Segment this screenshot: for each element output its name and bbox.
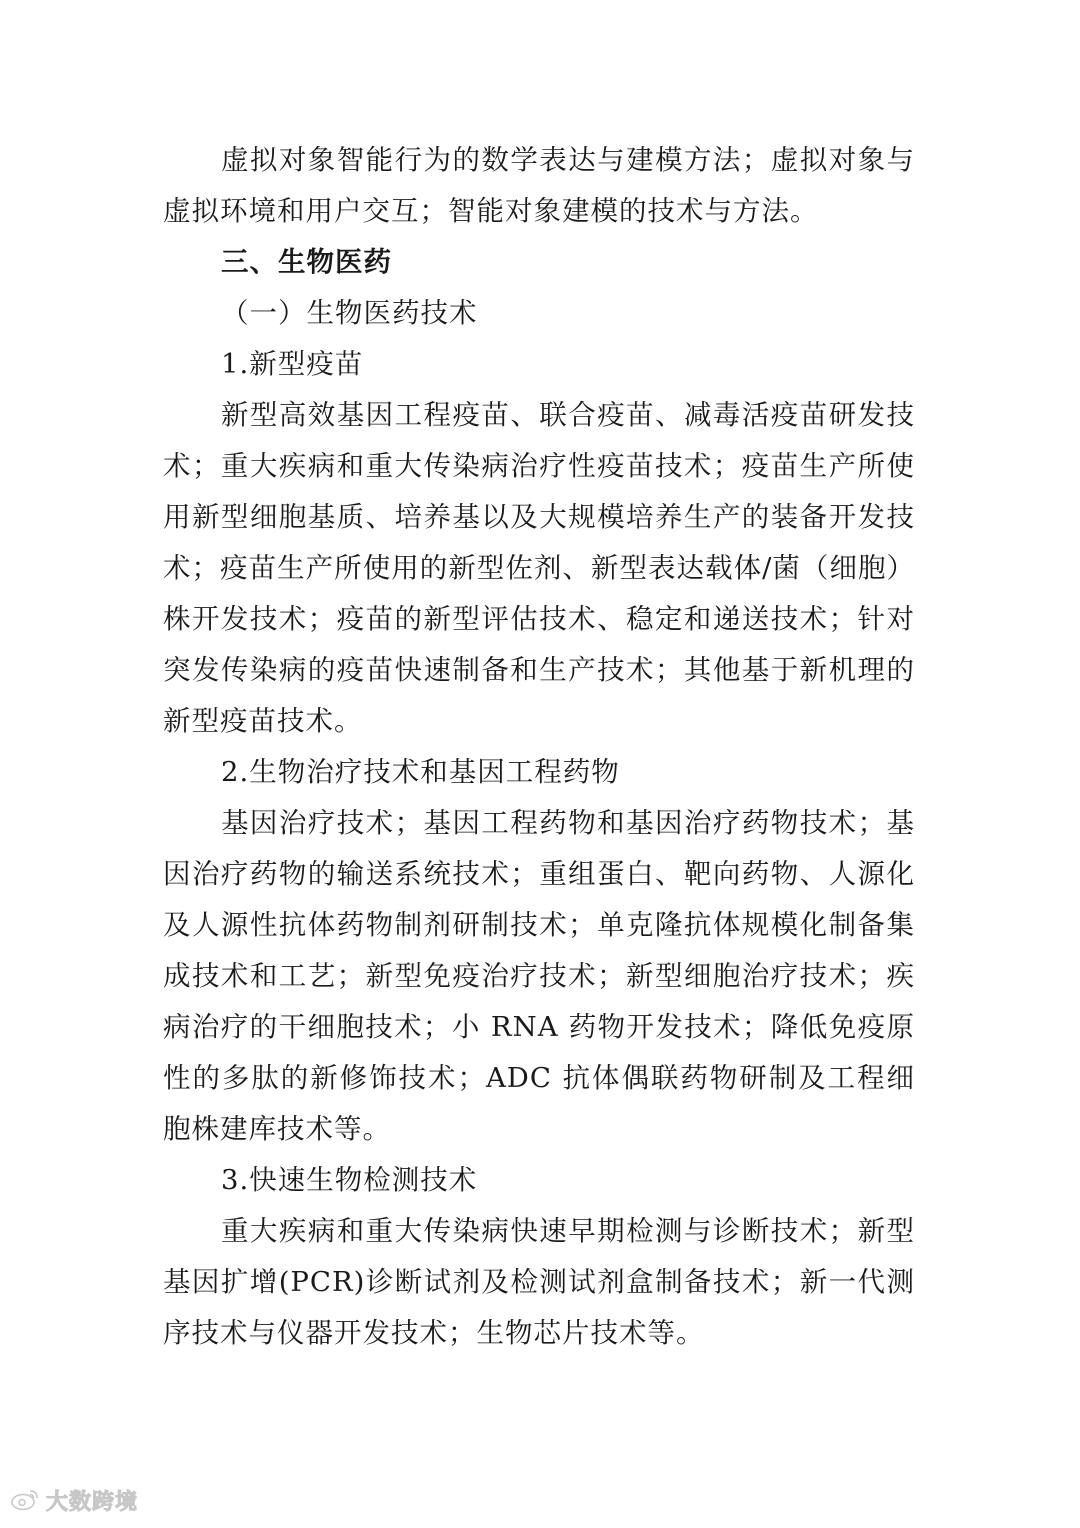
paragraph-biotherapy: 基因治疗技术；基因工程药物和基因治疗药物技术；基因治疗药物的输送系统技术；重组蛋白、靶向药物、人源化及人源性抗体药物制剂研制技术；单克隆抗体规模化制备集成技术和工艺；新型免疫治疗技术；新型细胞治疗技术；疾病治疗的干细胞技术；小 RNA 药物开发技术；降低免疫原性的多肽的新修饰技术；ADC 抗体偶联药物研制及工程细胞株建库技术等。: [163, 807, 915, 1145]
item-heading-rapid-detection: 3.快速生物检测技术: [221, 1164, 478, 1196]
section-heading-biomedicine: 三、生物医药: [221, 246, 392, 278]
paragraph-rapid-detection: 重大疾病和重大传染病快速早期检测与诊断技术；新型基因扩增(PCR)诊断试剂及检测试剂盒制备技术；新一代测序技术与仪器开发技术；生物芯片技术等。: [163, 1215, 915, 1349]
subsection-heading-biomedicine-tech: （一）生物医药技术: [221, 297, 478, 329]
item-heading-vaccines: 1.新型疫苗: [221, 348, 364, 380]
document-page: [163, 135, 915, 1359]
watermark: [10, 1485, 138, 1516]
watermark-text: 大数跨境: [46, 1490, 139, 1515]
item-heading-biotherapy: 2.生物治疗技术和基因工程药物: [221, 756, 620, 788]
weibo-logo-icon: [10, 1487, 40, 1515]
paragraph-vaccines: 新型高效基因工程疫苗、联合疫苗、减毒活疫苗研发技术；重大疾病和重大传染病治疗性疫苗技术；疫苗生产所使用新型细胞基质、培养基以及大规模培养生产的装备开发技术；疫苗生产所使用的新型佐剂、新型表达载体/菌（细胞）株开发技术；疫苗的新型评估技术、稳定和递送技术；针对突发传染病的疫苗快速制备和生产技术；其他基于新机理的新型疫苗技术。: [163, 399, 915, 737]
paragraph-virtual-objects: 虚拟对象智能行为的数学表达与建模方法；虚拟对象与虚拟环境和用户交互；智能对象建模的技术与方法。: [163, 144, 915, 227]
